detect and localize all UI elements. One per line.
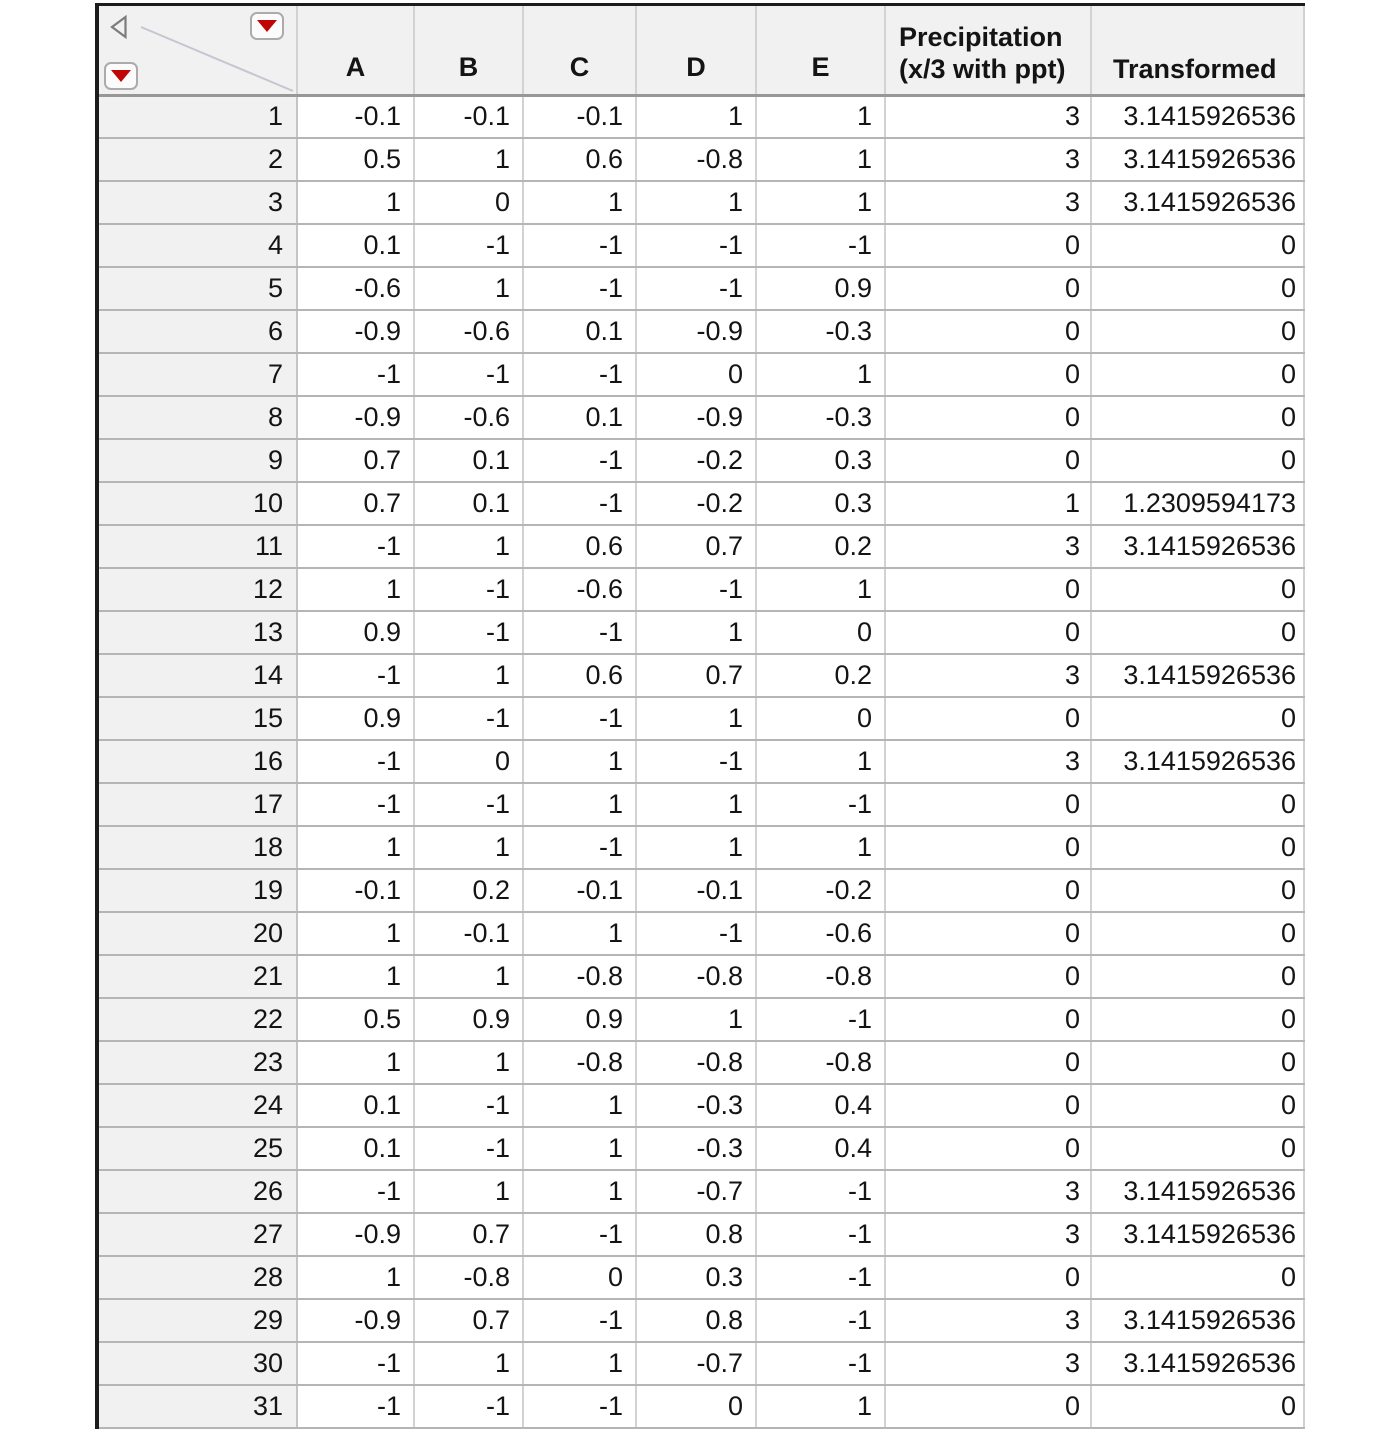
table-corner-cell bbox=[99, 6, 297, 95]
data-cell[interactable]: 0 bbox=[885, 568, 1091, 611]
table-row bbox=[99, 267, 1304, 310]
data-cell[interactable]: -0.8 bbox=[756, 1041, 885, 1084]
row-number-cell[interactable]: 24 bbox=[99, 1084, 297, 1127]
data-cell[interactable]: -1 bbox=[414, 1127, 523, 1170]
data-cell[interactable]: 0.3 bbox=[756, 482, 885, 525]
data-cell[interactable]: 1 bbox=[523, 740, 636, 783]
data-cell[interactable]: 1 bbox=[756, 95, 885, 138]
data-cell[interactable]: 1 bbox=[297, 568, 414, 611]
table-row bbox=[99, 826, 1304, 869]
data-cell[interactable]: -0.6 bbox=[297, 267, 414, 310]
data-cell[interactable]: 1 bbox=[523, 912, 636, 955]
data-cell[interactable]: -1 bbox=[414, 568, 523, 611]
hide-panels-arrow-icon[interactable] bbox=[110, 15, 127, 39]
data-cell[interactable]: 3.1415926536 bbox=[1091, 525, 1304, 568]
data-cell[interactable]: -0.8 bbox=[523, 1041, 636, 1084]
data-cell[interactable]: 0 bbox=[885, 869, 1091, 912]
data-cell[interactable]: 0 bbox=[636, 1385, 756, 1428]
data-cell[interactable]: 0 bbox=[1091, 439, 1304, 482]
data-cell[interactable]: 0 bbox=[885, 310, 1091, 353]
data-cell[interactable]: -0.3 bbox=[756, 396, 885, 439]
data-cell[interactable]: 0 bbox=[1091, 783, 1304, 826]
data-cell[interactable]: 0.6 bbox=[523, 525, 636, 568]
data-cell[interactable]: 0.1 bbox=[297, 1084, 414, 1127]
data-cell[interactable]: 0 bbox=[885, 826, 1091, 869]
data-cell[interactable]: 0.2 bbox=[756, 654, 885, 697]
data-cell[interactable]: -1 bbox=[297, 525, 414, 568]
row-number-cell[interactable]: 10 bbox=[99, 482, 297, 525]
data-cell[interactable]: 0.3 bbox=[756, 439, 885, 482]
data-cell[interactable]: 1 bbox=[885, 482, 1091, 525]
data-cell[interactable]: -0.1 bbox=[414, 912, 523, 955]
data-cell[interactable]: 0.2 bbox=[756, 525, 885, 568]
row-number-cell[interactable]: 7 bbox=[99, 353, 297, 396]
data-cell[interactable]: 1 bbox=[756, 826, 885, 869]
data-cell[interactable]: 0.7 bbox=[636, 525, 756, 568]
red-triangle-icon bbox=[257, 20, 277, 32]
row-number-cell[interactable]: 11 bbox=[99, 525, 297, 568]
data-cell[interactable]: 3 bbox=[885, 525, 1091, 568]
data-cell[interactable]: 1 bbox=[636, 826, 756, 869]
row-number-cell[interactable]: 4 bbox=[99, 224, 297, 267]
data-cell[interactable]: -1 bbox=[297, 740, 414, 783]
row-number-cell[interactable]: 17 bbox=[99, 783, 297, 826]
data-cell[interactable]: 1 bbox=[297, 826, 414, 869]
data-cell[interactable]: -0.2 bbox=[636, 482, 756, 525]
data-cell[interactable]: 3 bbox=[885, 138, 1091, 181]
data-cell[interactable]: 1 bbox=[523, 1342, 636, 1385]
data-cell[interactable]: -1 bbox=[756, 1256, 885, 1299]
red-triangle-icon bbox=[111, 70, 131, 82]
data-cell[interactable]: -1 bbox=[756, 783, 885, 826]
data-cell[interactable]: 0 bbox=[1091, 568, 1304, 611]
data-cell[interactable]: -1 bbox=[414, 697, 523, 740]
data-cell[interactable]: -1 bbox=[523, 1385, 636, 1428]
table-row bbox=[99, 525, 1304, 568]
data-cell[interactable]: 0 bbox=[1091, 611, 1304, 654]
row-number-cell[interactable]: 18 bbox=[99, 826, 297, 869]
table-row bbox=[99, 396, 1304, 439]
data-cell[interactable]: 3 bbox=[885, 1213, 1091, 1256]
data-cell[interactable]: -0.1 bbox=[297, 95, 414, 138]
data-cell[interactable]: 0 bbox=[1091, 955, 1304, 998]
data-cell[interactable]: 0.9 bbox=[414, 998, 523, 1041]
data-cell[interactable]: 3 bbox=[885, 181, 1091, 224]
row-number-cell[interactable]: 6 bbox=[99, 310, 297, 353]
data-cell[interactable]: 0 bbox=[885, 353, 1091, 396]
data-cell[interactable]: 0 bbox=[885, 998, 1091, 1041]
data-cell[interactable]: 0 bbox=[885, 396, 1091, 439]
data-cell[interactable]: 1 bbox=[756, 568, 885, 611]
data-cell[interactable]: -0.9 bbox=[297, 1213, 414, 1256]
data-cell[interactable]: -0.1 bbox=[414, 95, 523, 138]
data-cell[interactable]: -1 bbox=[523, 482, 636, 525]
row-number-cell[interactable]: 16 bbox=[99, 740, 297, 783]
data-cell[interactable]: 0 bbox=[1091, 1127, 1304, 1170]
data-cell[interactable]: -1 bbox=[636, 568, 756, 611]
data-cell[interactable]: 0 bbox=[885, 912, 1091, 955]
table-row bbox=[99, 697, 1304, 740]
data-cell[interactable]: -1 bbox=[523, 267, 636, 310]
row-number-cell[interactable]: 14 bbox=[99, 654, 297, 697]
data-cell[interactable]: -0.8 bbox=[414, 1256, 523, 1299]
data-cell[interactable]: -1 bbox=[523, 439, 636, 482]
data-cell[interactable]: 1 bbox=[636, 95, 756, 138]
data-cell[interactable]: 0 bbox=[1091, 396, 1304, 439]
data-cell[interactable]: 1 bbox=[756, 181, 885, 224]
data-cell[interactable]: 1 bbox=[636, 783, 756, 826]
data-cell[interactable]: 1 bbox=[414, 267, 523, 310]
data-cell[interactable]: 0.6 bbox=[523, 654, 636, 697]
data-cell[interactable]: 3.1415926536 bbox=[1091, 181, 1304, 224]
data-cell[interactable]: 0 bbox=[885, 439, 1091, 482]
table-row bbox=[99, 1256, 1304, 1299]
data-cell[interactable]: 0 bbox=[1091, 267, 1304, 310]
data-cell[interactable]: -0.1 bbox=[297, 869, 414, 912]
data-cell[interactable]: -0.9 bbox=[636, 310, 756, 353]
data-cell[interactable]: 3 bbox=[885, 1170, 1091, 1213]
data-cell[interactable]: -0.8 bbox=[523, 955, 636, 998]
data-cell[interactable]: 0.9 bbox=[756, 267, 885, 310]
data-cell[interactable]: 1 bbox=[523, 1127, 636, 1170]
data-cell[interactable]: -0.1 bbox=[523, 869, 636, 912]
data-cell[interactable]: 1 bbox=[523, 181, 636, 224]
data-cell[interactable]: -1 bbox=[297, 654, 414, 697]
row-number-cell[interactable]: 3 bbox=[99, 181, 297, 224]
row-number-cell[interactable]: 27 bbox=[99, 1213, 297, 1256]
table-row bbox=[99, 138, 1304, 181]
data-cell[interactable]: 1 bbox=[414, 654, 523, 697]
row-number-cell[interactable]: 30 bbox=[99, 1342, 297, 1385]
data-cell[interactable]: 1.2309594173 bbox=[1091, 482, 1304, 525]
row-number-cell[interactable]: 26 bbox=[99, 1170, 297, 1213]
data-cell[interactable]: -1 bbox=[636, 912, 756, 955]
data-cell[interactable]: 0.7 bbox=[414, 1213, 523, 1256]
data-cell[interactable]: -1 bbox=[636, 267, 756, 310]
data-cell[interactable]: 0.1 bbox=[523, 310, 636, 353]
data-cell[interactable]: -1 bbox=[636, 740, 756, 783]
column-header-d[interactable]: D bbox=[636, 6, 756, 95]
data-cell[interactable]: 0 bbox=[1091, 1385, 1304, 1428]
data-cell[interactable]: -0.6 bbox=[414, 396, 523, 439]
data-cell[interactable]: -1 bbox=[297, 353, 414, 396]
data-grid bbox=[95, 3, 1305, 1429]
data-cell[interactable]: 0.1 bbox=[414, 482, 523, 525]
data-cell[interactable]: 1 bbox=[523, 1170, 636, 1213]
header-row bbox=[99, 6, 1304, 95]
data-cell[interactable]: 1 bbox=[523, 783, 636, 826]
table-row bbox=[99, 1041, 1304, 1084]
table-row bbox=[99, 611, 1304, 654]
data-cell[interactable]: -0.1 bbox=[523, 95, 636, 138]
data-cell[interactable]: -0.6 bbox=[756, 912, 885, 955]
column-header-c[interactable]: C bbox=[523, 6, 636, 95]
data-cell[interactable]: -0.7 bbox=[636, 1170, 756, 1213]
data-cell[interactable]: -1 bbox=[756, 1299, 885, 1342]
data-cell[interactable]: 3 bbox=[885, 1342, 1091, 1385]
data-cell[interactable]: -1 bbox=[297, 1170, 414, 1213]
table-row bbox=[99, 783, 1304, 826]
data-cell[interactable]: -1 bbox=[414, 224, 523, 267]
data-cell[interactable]: 0.9 bbox=[297, 611, 414, 654]
data-cell[interactable]: 3.1415926536 bbox=[1091, 1170, 1304, 1213]
data-cell[interactable]: 1 bbox=[414, 1170, 523, 1213]
data-cell[interactable]: 1 bbox=[756, 740, 885, 783]
table-row bbox=[99, 869, 1304, 912]
data-cell[interactable]: -0.8 bbox=[636, 1041, 756, 1084]
data-cell[interactable]: -1 bbox=[756, 1213, 885, 1256]
data-cell[interactable]: 3.1415926536 bbox=[1091, 95, 1304, 138]
data-cell[interactable]: 0.7 bbox=[414, 1299, 523, 1342]
data-cell[interactable]: 1 bbox=[297, 1041, 414, 1084]
data-cell[interactable]: 1 bbox=[297, 912, 414, 955]
column-header-line-1: Precipitation bbox=[899, 21, 1063, 52]
data-cell[interactable]: 0.9 bbox=[523, 998, 636, 1041]
data-cell[interactable]: -1 bbox=[636, 224, 756, 267]
rows-menu-button[interactable] bbox=[104, 62, 138, 90]
data-cell[interactable]: -1 bbox=[523, 1213, 636, 1256]
data-cell[interactable]: 3.1415926536 bbox=[1091, 1342, 1304, 1385]
table-row bbox=[99, 482, 1304, 525]
data-cell[interactable]: -0.6 bbox=[523, 568, 636, 611]
data-cell[interactable]: 0.1 bbox=[297, 1127, 414, 1170]
data-cell[interactable]: 0.8 bbox=[636, 1213, 756, 1256]
data-table bbox=[99, 6, 1305, 1429]
data-cell[interactable]: -1 bbox=[523, 224, 636, 267]
data-cell[interactable]: 0 bbox=[885, 1127, 1091, 1170]
table-row bbox=[99, 353, 1304, 396]
data-cell[interactable]: 0 bbox=[1091, 1084, 1304, 1127]
data-cell[interactable]: -0.3 bbox=[636, 1084, 756, 1127]
row-number-cell[interactable]: 28 bbox=[99, 1256, 297, 1299]
data-cell[interactable]: 0 bbox=[1091, 697, 1304, 740]
data-cell[interactable]: -0.8 bbox=[756, 955, 885, 998]
table-row bbox=[99, 654, 1304, 697]
data-cell[interactable]: 0.7 bbox=[297, 439, 414, 482]
data-cell[interactable]: 1 bbox=[636, 611, 756, 654]
data-cell[interactable]: 0 bbox=[636, 353, 756, 396]
data-cell[interactable]: 1 bbox=[414, 826, 523, 869]
row-number-cell[interactable]: 1 bbox=[99, 95, 297, 138]
data-cell[interactable]: 0 bbox=[1091, 869, 1304, 912]
data-cell[interactable]: 0 bbox=[756, 611, 885, 654]
data-cell[interactable]: -0.9 bbox=[297, 1299, 414, 1342]
row-number-cell[interactable]: 25 bbox=[99, 1127, 297, 1170]
row-number-cell[interactable]: 9 bbox=[99, 439, 297, 482]
data-cell[interactable]: 1 bbox=[297, 955, 414, 998]
data-cell[interactable]: -0.8 bbox=[636, 955, 756, 998]
data-cell[interactable]: -1 bbox=[523, 611, 636, 654]
data-cell[interactable]: 0.8 bbox=[636, 1299, 756, 1342]
data-cell[interactable]: -0.2 bbox=[636, 439, 756, 482]
row-number-cell[interactable]: 13 bbox=[99, 611, 297, 654]
table-row bbox=[99, 439, 1304, 482]
data-cell[interactable]: 0 bbox=[1091, 1256, 1304, 1299]
table-row bbox=[99, 912, 1304, 955]
data-cell[interactable]: 0 bbox=[1091, 310, 1304, 353]
columns-menu-button[interactable] bbox=[250, 12, 284, 40]
data-cell[interactable]: 0 bbox=[885, 267, 1091, 310]
data-cell[interactable]: 0 bbox=[756, 697, 885, 740]
data-cell[interactable]: 1 bbox=[636, 697, 756, 740]
data-cell[interactable]: 3.1415926536 bbox=[1091, 138, 1304, 181]
data-cell[interactable]: -1 bbox=[756, 224, 885, 267]
data-cell[interactable]: 3 bbox=[885, 740, 1091, 783]
data-cell[interactable]: 0 bbox=[885, 1041, 1091, 1084]
data-cell[interactable]: 1 bbox=[297, 181, 414, 224]
data-cell[interactable]: 0.5 bbox=[297, 998, 414, 1041]
column-header-a[interactable]: A bbox=[297, 6, 414, 95]
data-cell[interactable]: -1 bbox=[414, 353, 523, 396]
data-cell[interactable]: 0.4 bbox=[756, 1127, 885, 1170]
column-header-precipitation[interactable] bbox=[885, 6, 1091, 95]
data-cell[interactable]: 0.4 bbox=[756, 1084, 885, 1127]
row-number-cell[interactable]: 23 bbox=[99, 1041, 297, 1084]
data-cell[interactable]: 0 bbox=[1091, 998, 1304, 1041]
data-cell[interactable]: -0.6 bbox=[414, 310, 523, 353]
data-cell[interactable]: 3.1415926536 bbox=[1091, 1299, 1304, 1342]
row-number-cell[interactable]: 22 bbox=[99, 998, 297, 1041]
table-row bbox=[99, 1213, 1304, 1256]
data-cell[interactable]: 0 bbox=[885, 1084, 1091, 1127]
row-number-cell[interactable]: 21 bbox=[99, 955, 297, 998]
column-header-b[interactable]: B bbox=[414, 6, 523, 95]
row-number-cell[interactable]: 19 bbox=[99, 869, 297, 912]
data-cell[interactable]: -0.8 bbox=[636, 138, 756, 181]
data-cell[interactable]: 0.9 bbox=[297, 697, 414, 740]
data-cell[interactable]: 0 bbox=[885, 611, 1091, 654]
data-cell[interactable]: -1 bbox=[523, 353, 636, 396]
column-header-e[interactable]: E bbox=[756, 6, 885, 95]
row-number-cell[interactable]: 15 bbox=[99, 697, 297, 740]
row-number-cell[interactable]: 8 bbox=[99, 396, 297, 439]
data-cell[interactable]: 0 bbox=[1091, 224, 1304, 267]
data-cell[interactable]: 0 bbox=[1091, 912, 1304, 955]
data-cell[interactable]: 3.1415926536 bbox=[1091, 1213, 1304, 1256]
row-number-cell[interactable]: 5 bbox=[99, 267, 297, 310]
data-cell[interactable]: 1 bbox=[523, 1084, 636, 1127]
data-cell[interactable]: 0.1 bbox=[297, 224, 414, 267]
data-cell[interactable]: 1 bbox=[414, 1342, 523, 1385]
table-row bbox=[99, 1342, 1304, 1385]
column-header-transformed[interactable]: Transformed bbox=[1091, 6, 1304, 95]
table-row bbox=[99, 1084, 1304, 1127]
data-cell[interactable]: 0 bbox=[1091, 1041, 1304, 1084]
data-cell[interactable]: 0 bbox=[414, 181, 523, 224]
table-row bbox=[99, 310, 1304, 353]
table-row bbox=[99, 95, 1304, 138]
data-cell[interactable]: 0 bbox=[885, 224, 1091, 267]
data-cell[interactable]: 0.1 bbox=[414, 439, 523, 482]
table-row bbox=[99, 1127, 1304, 1170]
data-cell[interactable]: 3 bbox=[885, 95, 1091, 138]
data-cell[interactable]: -1 bbox=[523, 1299, 636, 1342]
data-cell[interactable]: 0 bbox=[523, 1256, 636, 1299]
data-cell[interactable]: -1 bbox=[414, 1385, 523, 1428]
data-cell[interactable]: 0.7 bbox=[297, 482, 414, 525]
data-cell[interactable]: 0 bbox=[885, 1256, 1091, 1299]
data-cell[interactable]: -1 bbox=[297, 1342, 414, 1385]
data-cell[interactable]: 3 bbox=[885, 1299, 1091, 1342]
data-cell[interactable]: -0.3 bbox=[756, 310, 885, 353]
data-cell[interactable]: -0.9 bbox=[636, 396, 756, 439]
data-cell[interactable]: -0.2 bbox=[756, 869, 885, 912]
row-number-cell[interactable]: 20 bbox=[99, 912, 297, 955]
data-cell[interactable]: 0 bbox=[1091, 826, 1304, 869]
table-row bbox=[99, 1299, 1304, 1342]
data-cell[interactable]: 1 bbox=[636, 998, 756, 1041]
data-cell[interactable]: 1 bbox=[756, 138, 885, 181]
row-number-cell[interactable]: 12 bbox=[99, 568, 297, 611]
data-cell[interactable]: 0.7 bbox=[636, 654, 756, 697]
data-cell[interactable]: 1 bbox=[756, 353, 885, 396]
data-cell[interactable]: -1 bbox=[523, 826, 636, 869]
table-row bbox=[99, 955, 1304, 998]
data-cell[interactable]: 3 bbox=[885, 654, 1091, 697]
data-cell[interactable]: -1 bbox=[414, 1084, 523, 1127]
data-cell[interactable]: 1 bbox=[297, 1256, 414, 1299]
data-cell[interactable]: 0 bbox=[414, 740, 523, 783]
data-cell[interactable]: 0 bbox=[885, 1385, 1091, 1428]
data-cell[interactable]: 0 bbox=[885, 955, 1091, 998]
data-cell[interactable]: -1 bbox=[756, 998, 885, 1041]
data-cell[interactable]: 1 bbox=[414, 1041, 523, 1084]
data-cell[interactable]: 0 bbox=[885, 783, 1091, 826]
table-row bbox=[99, 998, 1304, 1041]
table-row bbox=[99, 1385, 1304, 1428]
row-number-cell[interactable]: 31 bbox=[99, 1385, 297, 1428]
data-cell[interactable]: 0.3 bbox=[636, 1256, 756, 1299]
table-body bbox=[99, 95, 1304, 1428]
data-cell[interactable]: -1 bbox=[414, 783, 523, 826]
data-cell[interactable]: -0.1 bbox=[636, 869, 756, 912]
data-cell[interactable]: -0.7 bbox=[636, 1342, 756, 1385]
data-cell[interactable]: -1 bbox=[414, 611, 523, 654]
data-cell[interactable]: 3.1415926536 bbox=[1091, 654, 1304, 697]
data-cell[interactable]: -1 bbox=[756, 1170, 885, 1213]
data-cell[interactable]: 1 bbox=[414, 138, 523, 181]
data-cell[interactable]: -0.9 bbox=[297, 310, 414, 353]
data-cell[interactable]: 1 bbox=[414, 525, 523, 568]
data-cell[interactable]: 1 bbox=[414, 955, 523, 998]
data-cell[interactable]: 1 bbox=[756, 1385, 885, 1428]
column-header-line-2: (x/3 with ppt) bbox=[899, 54, 1066, 85]
data-cell[interactable]: 0.1 bbox=[523, 396, 636, 439]
table-row bbox=[99, 1170, 1304, 1213]
table-row bbox=[99, 181, 1304, 224]
data-cell[interactable]: -0.9 bbox=[297, 396, 414, 439]
data-cell[interactable]: -1 bbox=[297, 783, 414, 826]
data-cell[interactable]: -1 bbox=[523, 697, 636, 740]
data-cell[interactable]: 0 bbox=[885, 697, 1091, 740]
data-cell[interactable]: -1 bbox=[297, 1385, 414, 1428]
data-cell[interactable]: -1 bbox=[756, 1342, 885, 1385]
data-cell[interactable]: 1 bbox=[636, 181, 756, 224]
table-row bbox=[99, 224, 1304, 267]
table-row bbox=[99, 740, 1304, 783]
data-cell[interactable]: 0 bbox=[1091, 353, 1304, 396]
data-cell[interactable]: 3.1415926536 bbox=[1091, 740, 1304, 783]
row-number-cell[interactable]: 29 bbox=[99, 1299, 297, 1342]
data-cell[interactable]: 0.5 bbox=[297, 138, 414, 181]
data-cell[interactable]: 0.6 bbox=[523, 138, 636, 181]
table-row bbox=[99, 568, 1304, 611]
data-cell[interactable]: -0.3 bbox=[636, 1127, 756, 1170]
row-number-cell[interactable]: 2 bbox=[99, 138, 297, 181]
data-cell[interactable]: 0.2 bbox=[414, 869, 523, 912]
